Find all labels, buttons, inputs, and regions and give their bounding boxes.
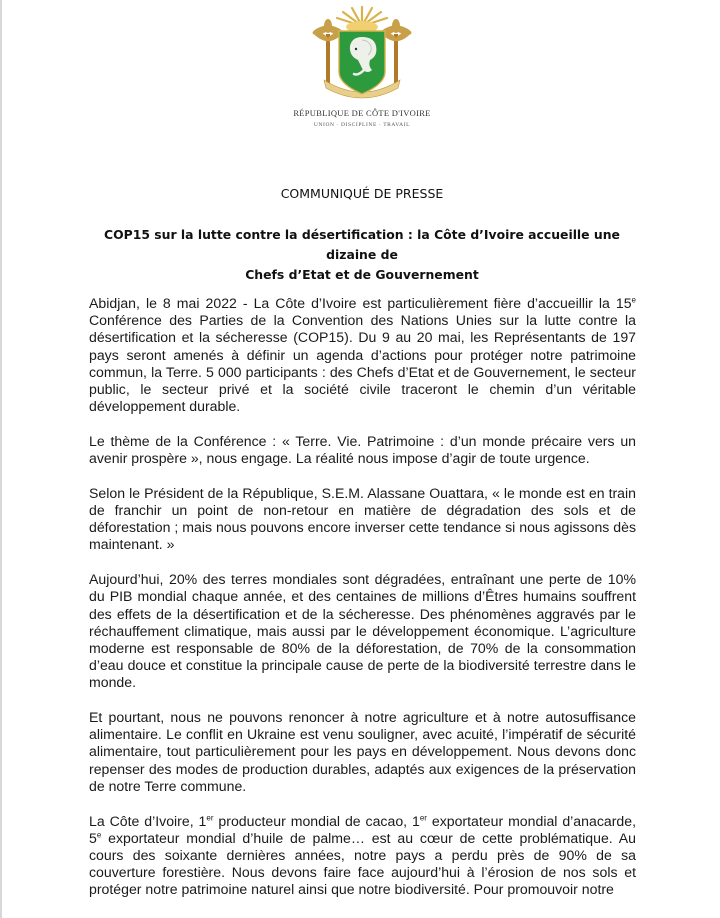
paragraph-text: La Côte d’Ivoire, 1 bbox=[89, 812, 207, 829]
letterhead bbox=[2, 4, 720, 128]
document-body bbox=[89, 295, 636, 899]
paragraph-text: Conférence des Parties de la Convention des Nations Unies sur la lutte contre la désertification et la sécheresse (COP15). Du 9 au 20 mai, les Représentants de 197 pays seront amenés à définir un agenda d’actions pour protéger notre patrimoine commun, la Terre. 5 000 participants : des Chefs d’Etat et de Gouvernement, le secteur public, le secteur privé et la société civile traceront le chemin d’un véritable développement durable. bbox=[89, 312, 636, 415]
paragraph-food-security: Et pourtant, nous ne pouvons renoncer à notre agriculture et à notre autosuffisance alimentaire. Le conflit en Ukraine est venu souligner, avec acuité, l’impératif de sécurité alimentaire, tout particulièrement pour les pays en développement. Nous devons donc repenser des modes de production durables, adaptés aux exigences de la préservation de notre Terre commune. bbox=[89, 709, 636, 794]
ordinal-superscript: e bbox=[631, 295, 636, 305]
coat-of-arms-icon bbox=[312, 4, 412, 104]
paragraph-text: exportateur mondial d’anacarde, 5 bbox=[89, 812, 636, 846]
document-type-label: COMMUNIQUÉ DE PRESSE bbox=[280, 186, 444, 201]
paragraph-text: exportateur mondial d’huile de palme… est au cœur de cette problématique. Au cours des soixante dernières années, notre pays a perdu près de 90% de sa couverture forestière. Nous devons faire face aujourd’hui à l’érosion de nos sols et protéger notre patrimoine naturel ainsi que notre biodiversité. Pour promouvoir notre bbox=[89, 829, 636, 898]
paragraph-intro bbox=[89, 295, 636, 415]
document-title bbox=[82, 225, 642, 285]
ordinal-superscript: er bbox=[419, 812, 427, 822]
paragraph-text: Abidjan, le 8 mai 2022 - La Côte d’Ivoire est particulièrement fière d’accueillir la 15 bbox=[89, 295, 632, 311]
paragraph-land-degradation: Aujourd’hui, 20% des terres mondiales sont dégradées, entraînant une perte de 10% du PIB mondial chaque année, et des centaines de millions d’Êtres humains souffrent des effets de la désertification et de la sécheresse. Des phénomènes aggravés par le réchauffement climatique, mais aussi par le développement économique. L’agriculture moderne est responsable de 80% de la déforestation, de 70% de la consommation d’eau douce et constitue la principale cause de perte de la biodiversité terrestre dans le monde. bbox=[89, 571, 636, 691]
republic-name: RÉPUBLIQUE DE CÔTE D'IVOIRE bbox=[293, 108, 431, 118]
ordinal-superscript: e bbox=[96, 830, 102, 840]
national-motto: UNION · DISCIPLINE · TRAVAIL bbox=[313, 122, 411, 128]
ordinal-superscript: er bbox=[206, 812, 214, 822]
paragraph-theme: Le thème de la Conférence : « Terre. Vie. Patrimoine : d’un monde précaire vers un avenir prospère », nous engage. La réalité nous impose d’agir de toute urgence. bbox=[89, 432, 636, 467]
paragraph-president-quote: Selon le Président de la République, S.E.M. Alassane Ouattara, « le monde est en train de franchir un point de non-retour en matière de dégradation des sols et de déforestation ; mais nous pouvons encore inverser cette tendance si nous agissons dès maintenant. » bbox=[89, 484, 636, 553]
paragraph-cote-divoire bbox=[89, 813, 636, 899]
title-line-2: Chefs d’Etat et de Gouvernement bbox=[245, 267, 479, 282]
title-line-1: COP15 sur la lutte contre la désertification : la Côte d’Ivoire accueille une dizaine de bbox=[104, 227, 620, 262]
paragraph-text: producteur mondial de cacao, 1 bbox=[213, 812, 420, 829]
